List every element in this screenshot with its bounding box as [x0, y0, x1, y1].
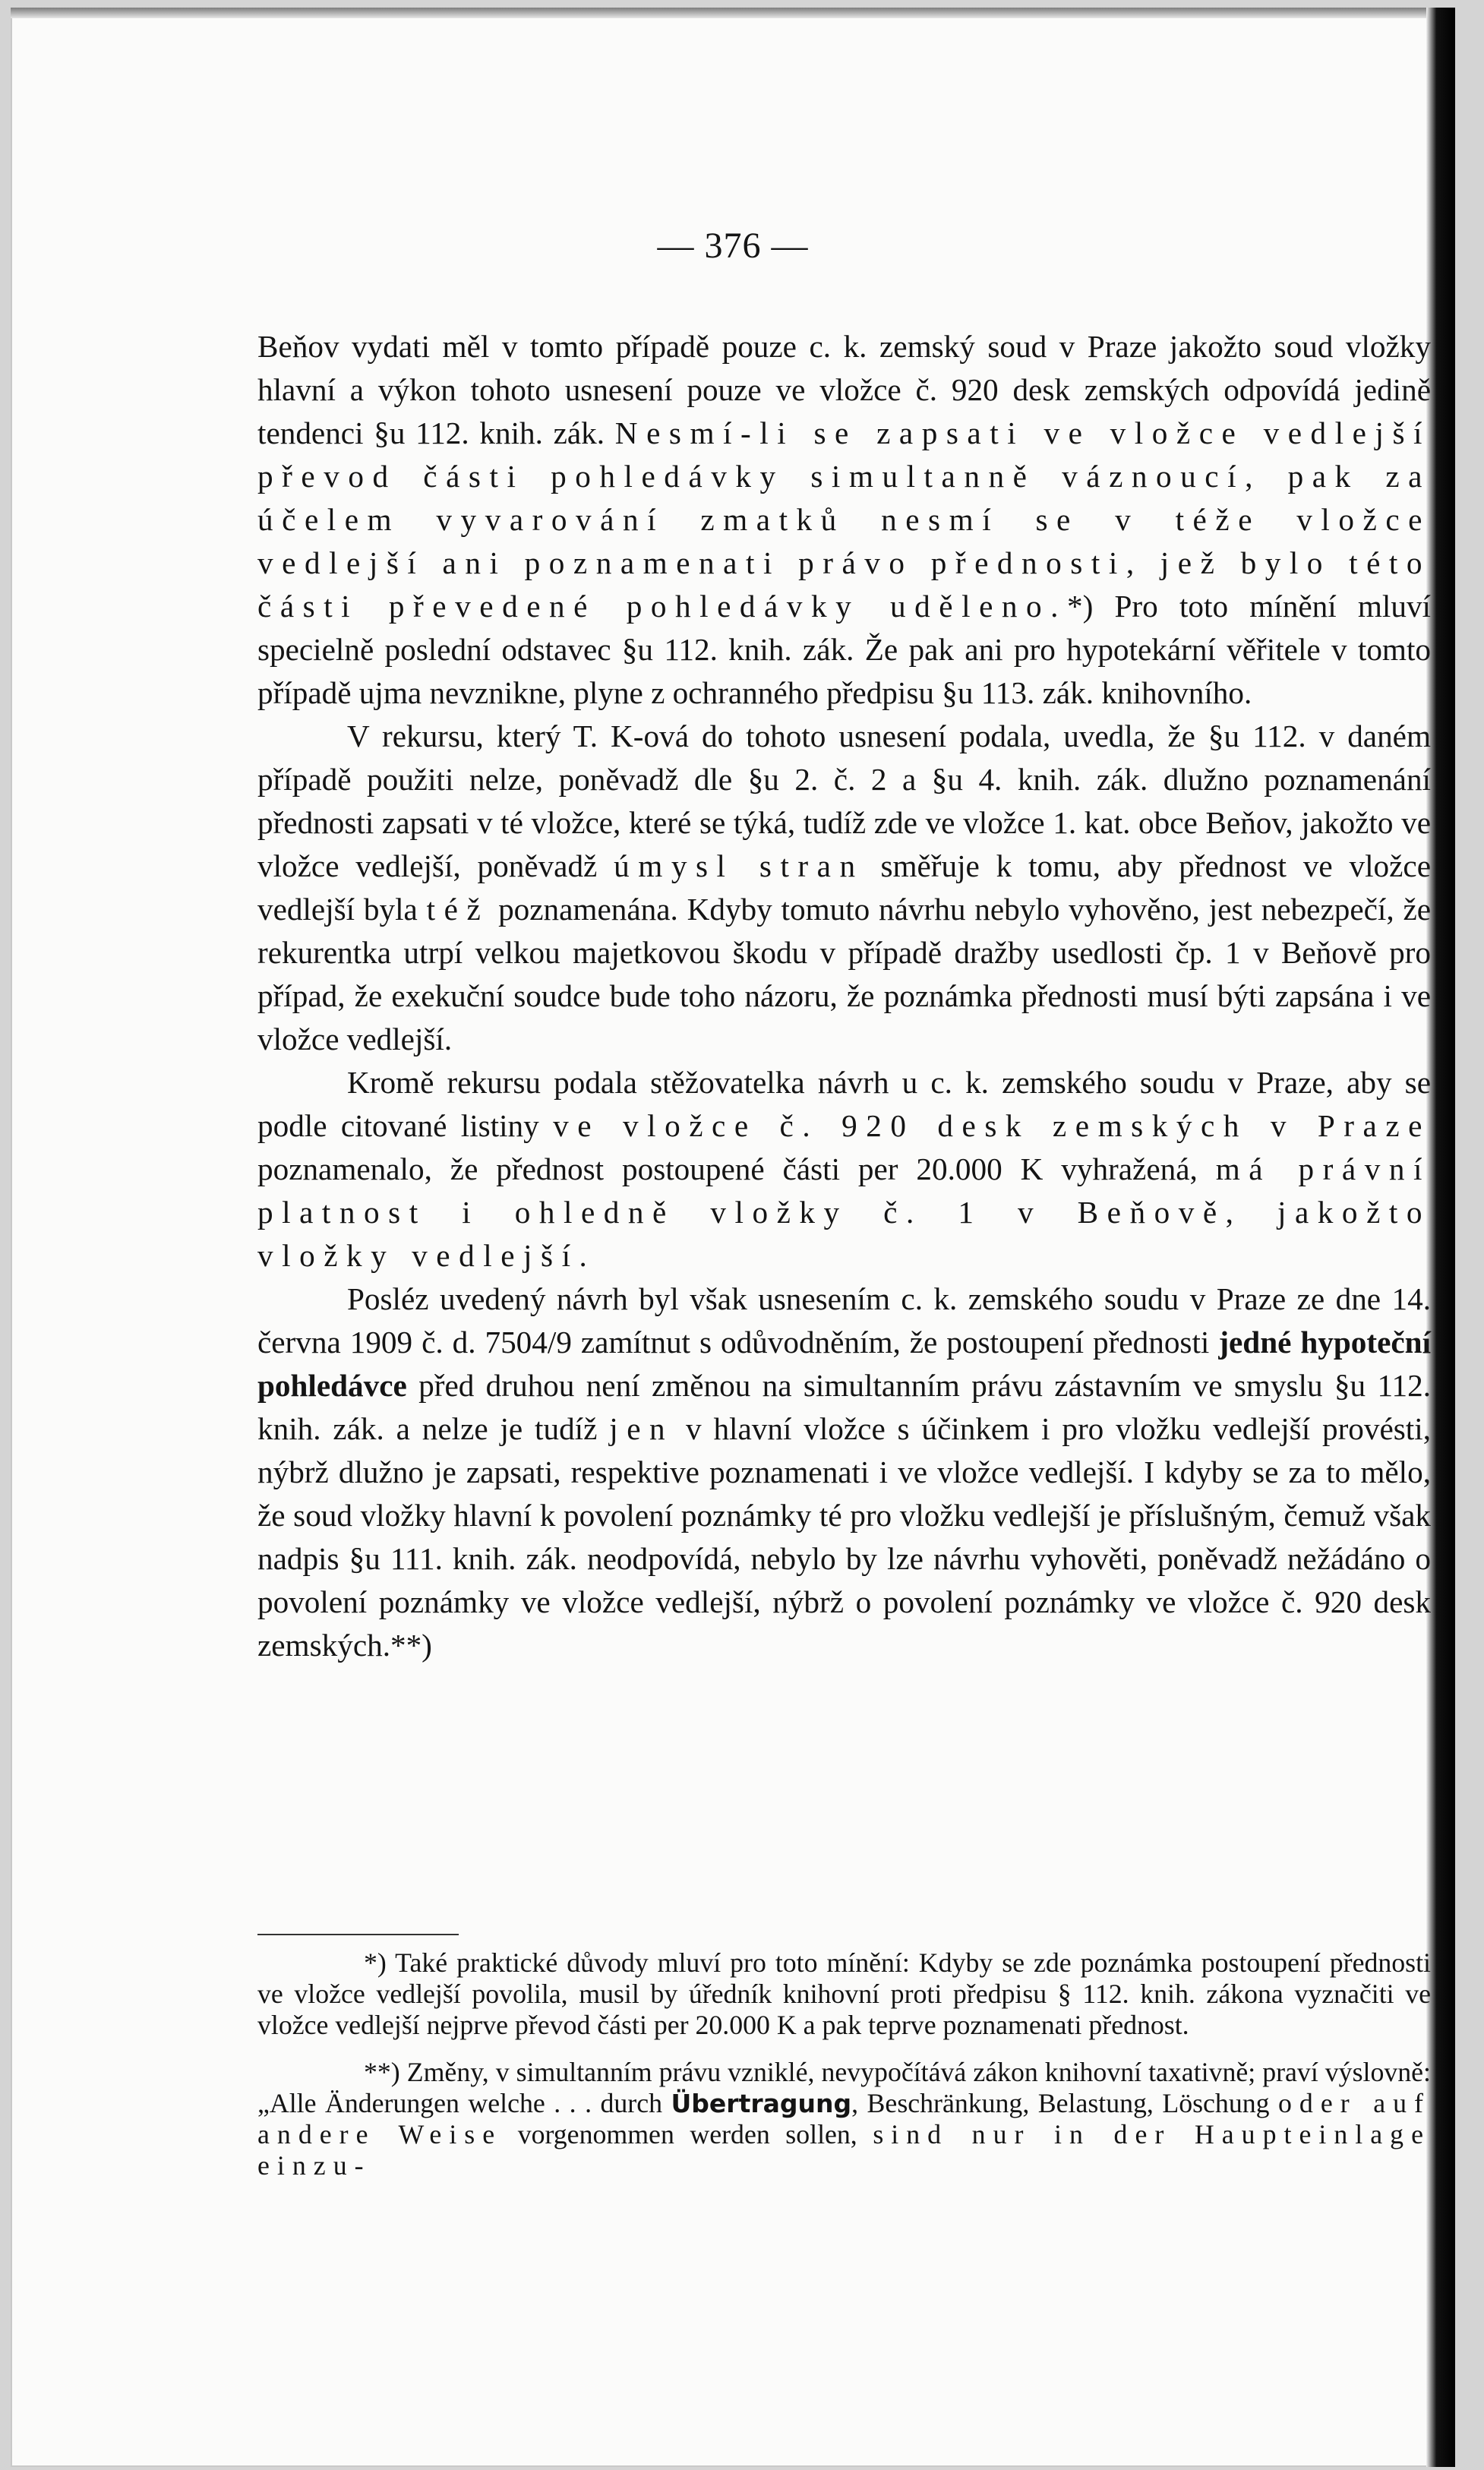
footnote-divider [257, 1934, 459, 1935]
p2-text-e: poznamenána. Kdyby tomuto návrhu nebylo vyhověno, jest nebezpečí, že rekurentka utrpí velkou majetkovou škodu v případě dražby usedlosti čp. 1 v Beňově pro případ, že exekuční soudce bude toho názoru, že poznámka přednosti musí býti zapsána i ve vložce vedlejší. [257, 892, 1432, 1057]
scan-shadow-top [11, 8, 1455, 18]
p2-spaced-text-1: úmysl stran [614, 848, 864, 883]
p4-spaced-text: jen [609, 1411, 674, 1446]
p3-spaced-text-1: ve vložce č. 920 desk zemských v Praze [553, 1108, 1431, 1143]
p2-text-a: V rekursu, který T. K-ová do tohoto usnesení podala, uvedla, že §u 112. v daném případě použiti nelze, poněvadž dle §u 2. č. 2 a §u 4. knih. zák. dlužno poznamenání přednosti zapsati v té vložce, které se týká, tudíž zde ve vložce 1. kat. obce Beňov, jakožto ve vložce vedlejší, poněvadž [257, 719, 1431, 883]
p3-spaced-text-2: má právní platnost i ohledně vložky č. 1 v Beňově, jakožto vložky vedlejší. [257, 1151, 1431, 1273]
p2-text-c: směřuje k tomu, aby přednost ve vložce vedlejší byla [257, 848, 1431, 927]
fn2-spaced-text-2: sind nur in der Haupteinlage einzu- [257, 2119, 1432, 2181]
fn2-text-e: vorgenommen werden sollen, [502, 2119, 873, 2149]
footnotes [257, 1947, 1431, 2197]
p2-spaced-text-2: též [426, 892, 490, 927]
p4-text-e: v hlavní vložce s účinkem i pro vložku vedlejší provésti, nýbrž dlužno je zapsati, respektive poznamenati i ve vložce vedlejší. I kdyby se za to mělo, že soud vložky hlavní k povolení poznámky té pro vložku vedlejší je příslušným, čemuž však nadpis §u 111. knih. zák. neodpovídá, nebylo by lze návrhu vyhověti, poněvadž nežádáno o povolení poznámky ve vložce vedlejší, nýbrž o povolení poznámky ve vložce č. 920 desk zemských.**) [257, 1411, 1431, 1663]
page-number: — 376 — [657, 226, 809, 266]
fn2-spaced-text-1: oder auf andere Weise [257, 2088, 1431, 2149]
paragraph-1 [257, 325, 1431, 715]
fn2-bold-text: Übertragung [671, 2089, 852, 2118]
p4-text-a: Posléz uvedený návrh byl však usnesením c. k. zemského soudu v Praze ze dne 14. června 1909 č. d. 7504/9 zamítnut s odůvodněním, že postoupení přednosti [257, 1281, 1431, 1360]
footnote-1: *) Také praktické důvody mluví pro toto mínění: Kdyby se zde poznámka postoupení přednosti ve vložce vedlejší povolila, musil by úředník knihovní proti předpisu § 112. knih. zákona vyznačiti ve vložce vedlejší nejprve převod části per 20.000 K a pak teprve poznamenati přednost. [257, 1947, 1431, 2040]
scanned-page [11, 8, 1455, 2467]
paragraph-2 [257, 715, 1431, 1061]
p3-text-c: poznamenalo, že přednost postoupené části per 20.000 K vyhražená, [257, 1151, 1216, 1186]
p1-spaced-text: Nesmí-li se zapsati ve vložce vedlejší převod části pohledávky simultanně váznoucí, pak za účelem vyvarování zmatků nesmí se v téže vložce vedlejší ani poznamenati právo přednosti, jež bylo této části převedené pohledávky uděleno. [257, 415, 1431, 624]
p4-bold-text: jedné hypoteční pohledávce [257, 1325, 1432, 1403]
p1-text-a: Beňov vydati měl v tomto případě pouze c. k. zemský soud v Praze jakožto soud vložky hlavní a výkon tohoto usnesení pouze ve vložce č. 920 desk zemských odpovídá jedině tendenci §u 112. knih. zák. [257, 329, 1431, 450]
p3-text-a: Kromě rekursu podala stěžovatelka návrh u c. k. zemského soudu v Praze, aby se podle citované listiny [257, 1065, 1431, 1143]
paragraph-4 [257, 1278, 1431, 1667]
p4-text-c: před druhou není změnou na simultanním právu zástavním ve smyslu §u 112. knih. zák. a nelze je tudíž [257, 1368, 1431, 1446]
body-text [257, 325, 1431, 1667]
paragraph-3 [257, 1061, 1431, 1278]
p1-text-c: *) Pro toto mínění mluví specielně poslední odstavec §u 112. knih. zák. Že pak ani pro hypotekární věřitele v tomto případě ujma nevznikne, plyne z ochranného předpisu §u 113. zák. knihovního. [257, 589, 1431, 710]
footnote-2 [257, 2057, 1431, 2181]
fn2-text-a: **) Změny, v simultanním právu vzniklé, nevypočítává zákon knihovní taxativně; praví výslovně: „Alle Änderungen welche . . . durch [257, 2057, 1431, 2118]
fn2-text-c: , Beschränkung, Belastung, Löschung [851, 2088, 1278, 2118]
